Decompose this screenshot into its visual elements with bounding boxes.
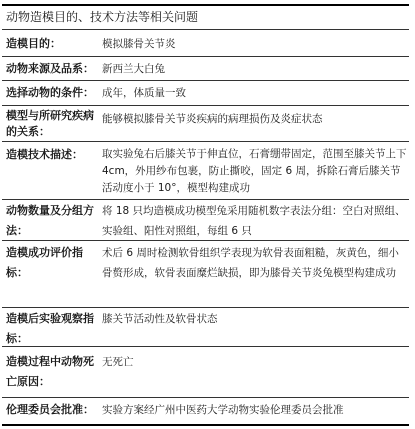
row-label: 模型与所研究疾病的关系： — [6, 109, 94, 138]
divider-line — [2, 141, 409, 142]
divider-line — [2, 80, 409, 81]
row-value: 能够模拟膝骨关节炎疾病的病理损伤及炎症状态 — [102, 113, 323, 125]
row-value: 无死亡 — [102, 356, 134, 368]
row-label: 选择动物的条件： — [6, 86, 94, 99]
divider-line — [2, 105, 409, 106]
row-label: 伦理委员会批准： — [6, 403, 94, 416]
row-label: 造模后实验观察指标： — [6, 312, 94, 345]
row-value: 新西兰大白兔 — [102, 63, 165, 75]
bottom-rule — [2, 424, 409, 426]
row-value: 将 18 只均造模成功模型兔采用随机数字表法分组：空白对照组、实验组、阳性对照组，每组 6 只 — [102, 205, 406, 237]
row-value: 模拟膝骨关节炎 — [102, 38, 176, 50]
row-label: 动物来源及品系： — [6, 62, 94, 75]
row-value: 膝关节活动性及软骨状态 — [102, 313, 218, 325]
row-value: 术后 6 周时检测软骨组织学表现为软骨表面粗糙，灰黄色，细小骨赘形成，软骨表面糜烂缺损，即为膝骨关节炎兔模型构建成功 — [102, 247, 399, 279]
row-label: 造模技术描述： — [6, 148, 83, 161]
divider-line — [2, 29, 409, 30]
divider-line — [2, 397, 409, 398]
table-title: 动物造模目的、技术方法等相关问题 — [6, 10, 199, 24]
top-rule — [2, 4, 409, 6]
divider-line — [2, 307, 409, 308]
row-label: 造模目的： — [6, 37, 61, 50]
row-label: 造模成功评价指标： — [6, 246, 83, 279]
row-label: 造模过程中动物死亡原因： — [6, 355, 94, 388]
divider-line — [2, 199, 409, 200]
row-value: 取实验兔右后膝关节于伸直位，石膏绷带固定，范围至膝关节上下 4cm，外用纱布包裹，防止撕咬，固定 6 周，拆除石膏后膝关节活动度小于 10°，模型构建成功 — [102, 148, 407, 194]
row-value: 实验方案经广州中医药大学动物实验伦理委员会批准 — [102, 404, 344, 416]
row-value: 成年，体质量一致 — [102, 87, 186, 99]
row-label: 动物数量及分组方法： — [6, 204, 94, 237]
divider-line — [2, 56, 409, 57]
